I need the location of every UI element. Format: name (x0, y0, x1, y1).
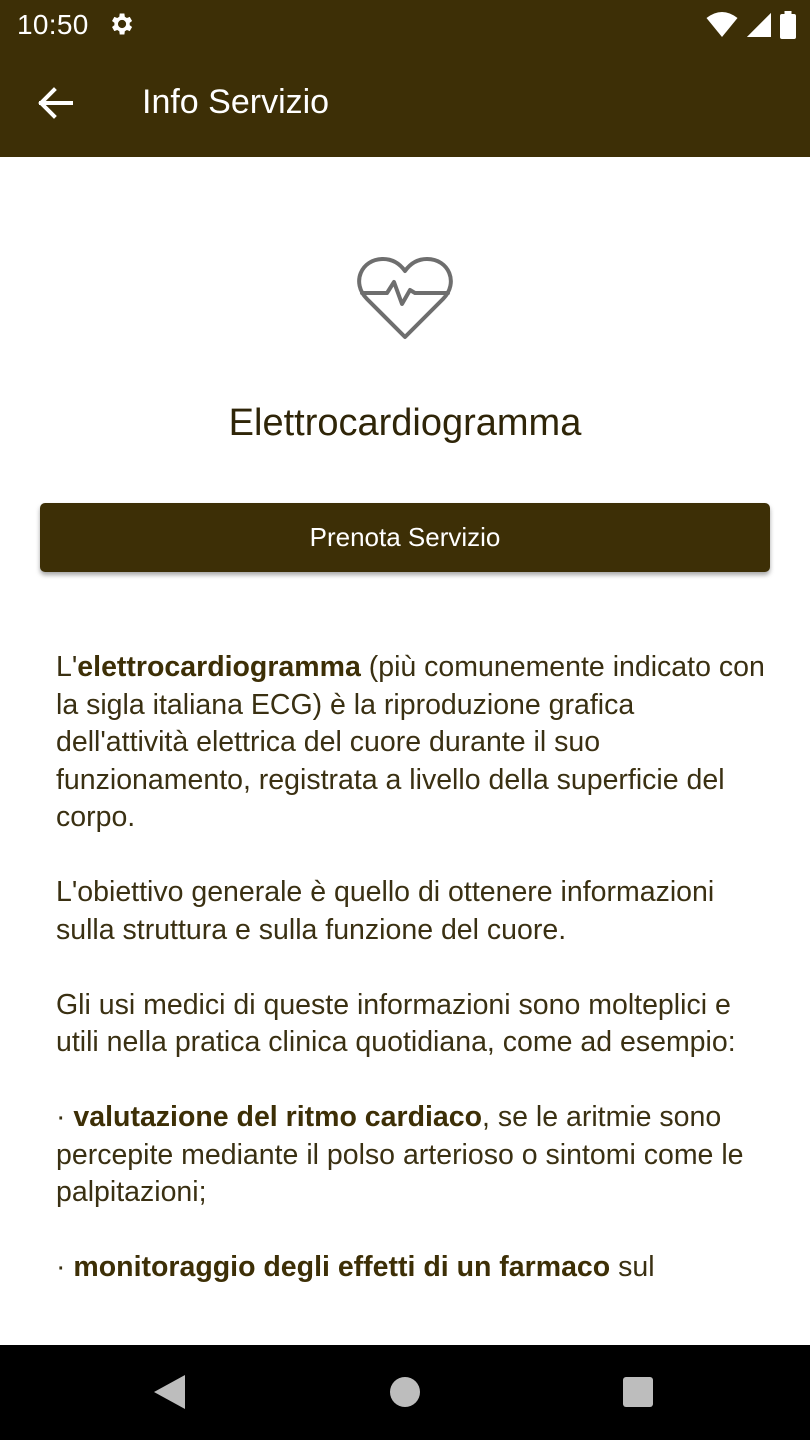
cell-signal-icon (746, 12, 772, 38)
battery-icon (780, 11, 796, 39)
bullet-marker: · (56, 1101, 74, 1133)
bullet-marker: · (56, 1251, 74, 1283)
app-bar (0, 50, 810, 157)
service-title: Elettrocardiogramma (228, 402, 582, 444)
nav-back-icon[interactable] (152, 1374, 186, 1410)
description-paragraph: L'obiettivo generale è quello di ottenere informazioni sulla struttura e sulla funzione del cuore. (56, 876, 715, 946)
heart-pulse-icon (357, 254, 453, 342)
main-content[interactable] (0, 157, 810, 1345)
bullet-text: sul (610, 1251, 655, 1283)
description-paragraph: Gli usi medici di queste informazioni sono molteplici e utili nella pratica clinica quotidiana, come ad esempio: (56, 988, 736, 1058)
status-time: 10:50 (17, 9, 89, 40)
description-bold-term: elettrocardiogramma (77, 651, 361, 683)
wifi-icon (706, 12, 738, 38)
status-bar (0, 0, 810, 50)
description-text: L' (56, 651, 78, 683)
description-bullet (56, 1249, 766, 1287)
back-button[interactable] (30, 80, 80, 126)
book-service-button[interactable] (40, 503, 770, 572)
settings-gear-icon (107, 10, 135, 38)
bullet-bold-term: valutazione del ritmo cardiaco (73, 1101, 483, 1133)
arrow-back-icon (37, 87, 73, 119)
page-title: Info Servizio (142, 83, 330, 121)
nav-recents-icon[interactable] (623, 1377, 653, 1407)
bullet-text: , se le aritmie sono percepite mediante il polso arterioso o sintomi come le palpitazioni; (56, 1101, 744, 1208)
description-paragraph (56, 649, 766, 837)
description-bullet (56, 1099, 766, 1212)
nav-home-icon[interactable] (390, 1377, 420, 1407)
description-text: (più comunemente indicato con la sigla italiana ECG) è la riproduzione grafica dell'attività elettrica del cuore durante il suo funzionamento, registrata a livello della superficie del corpo. (56, 651, 765, 833)
service-description (56, 649, 766, 1324)
bullet-bold-term: monitoraggio degli effetti di un farmaco (73, 1251, 611, 1283)
book-service-button-label: Prenota Servizio (309, 522, 501, 552)
status-icons (706, 10, 796, 40)
